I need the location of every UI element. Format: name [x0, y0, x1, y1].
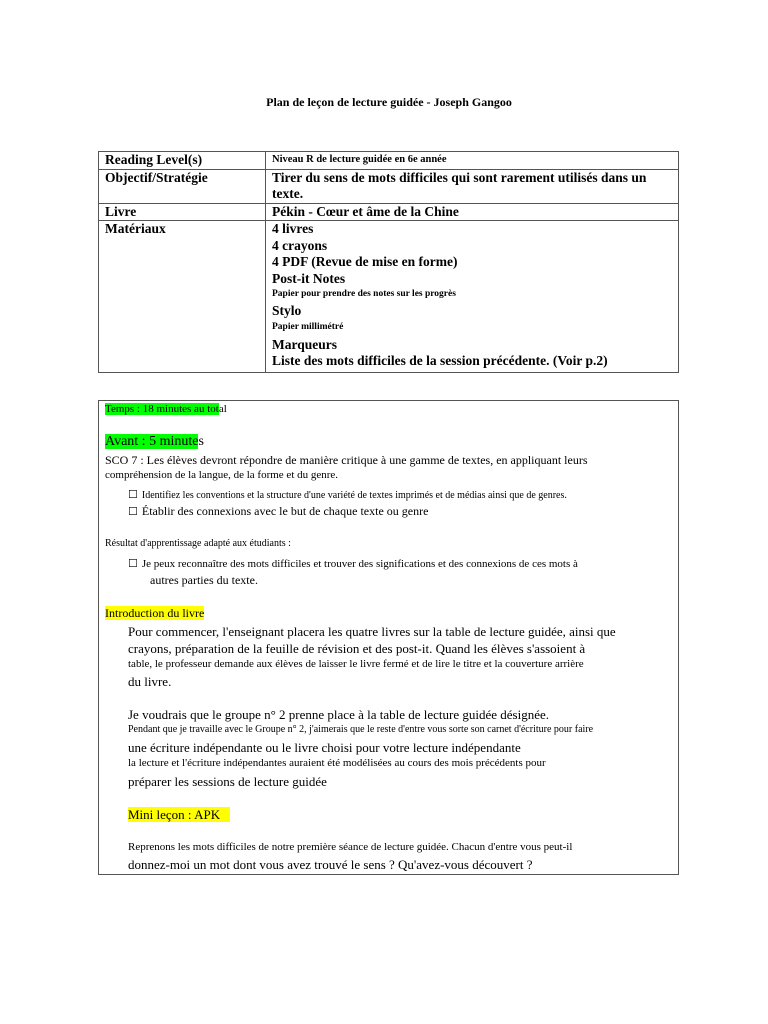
outcome-label: Résultat d'apprentissage adapté aux étudiants : — [105, 538, 291, 549]
objective-item: ☐ Identifiez les conventions et la structure d'une variété de textes imprimés et de médias ainsi que de genres. — [128, 489, 567, 501]
mini-lesson-heading: Mini leçon : APK — [128, 807, 230, 822]
checkbox-icon: ☐ — [128, 506, 138, 518]
mini-lesson-line: Reprenons les mots difficiles de notre première séance de lecture guidée. Chacun d'entre vous peut-il — [128, 841, 573, 853]
group-line: Pendant que je travaille avec le Groupe n° 2, j'aimerais que le reste d'entre vous sorte son carnet d'écriture pour faire — [128, 724, 594, 735]
material-item: Stylo — [272, 303, 302, 318]
group-line: préparer les sessions de lecture guidée — [128, 774, 327, 789]
table-row — [99, 221, 679, 373]
mini-lesson-line: donnez-moi un mot dont vous avez trouvé le sens ? Qu'avez-vous découvert ? — [128, 857, 533, 872]
row-value-materials — [266, 221, 679, 373]
table-row — [99, 169, 679, 203]
row-key-book: Livre — [99, 203, 266, 221]
material-item: Papier millimétré — [272, 321, 344, 332]
intro-heading: Introduction du livre — [105, 606, 205, 620]
outcome-item-cont: autres parties du texte. — [150, 573, 258, 587]
checkbox-icon: ☐ — [128, 489, 138, 501]
group-line: une écriture indépendante ou le livre choisi pour votre lecture indépendante — [128, 740, 521, 755]
row-key-reading-level: Reading Level(s) — [99, 152, 266, 170]
time-total: Temps : 18 minutes au total — [105, 403, 227, 415]
page-title: Plan de leçon de lecture guidée - Joseph Gangoo — [266, 95, 512, 109]
objective-item: ☐ Établir des connexions avec le but de chaque texte ou genre — [128, 504, 429, 518]
checkbox-icon: ☐ — [128, 558, 138, 570]
intro-line: Pour commencer, l'enseignant placera les quatre livres sur la table de lecture guidée, ainsi que — [128, 624, 616, 639]
material-item: 4 livres — [272, 221, 314, 236]
lesson-plan-table — [98, 151, 679, 373]
row-value-objective: Tirer du sens de mots difficiles qui sont rarement utilisés dans un texte. — [266, 169, 679, 203]
table-row — [99, 203, 679, 221]
table-row — [99, 152, 679, 170]
lesson-details-box — [98, 400, 679, 875]
outcome-item: ☐ Je peux reconnaître des mots difficiles et trouver des significations et des connexions de ces mots à — [128, 558, 578, 570]
group-line: la lecture et l'écriture indépendantes auraient été modélisées au cours des mois précédents pour — [128, 757, 546, 769]
intro-line: table, le professeur demande aux élèves de laisser le livre fermé et de lire le titre et la couverture arrière — [128, 658, 584, 670]
row-key-materials: Matériaux — [99, 221, 266, 373]
material-item: Marqueurs — [272, 336, 338, 352]
sco-line-2: compréhension de la langue, de la forme et du genre. — [105, 469, 339, 481]
row-value-book: Pékin - Cœur et âme de la Chine — [266, 203, 679, 221]
intro-line: du livre. — [128, 674, 172, 689]
material-item: Post-it Notes — [272, 270, 346, 286]
material-item: Liste des mots difficiles de la session précédente. (Voir p.2) — [272, 353, 608, 368]
group-line: Je voudrais que le groupe n° 2 prenne place à la table de lecture guidée désignée. — [128, 707, 550, 722]
material-item: Papier pour prendre des notes sur les progrès — [272, 289, 456, 299]
intro-line: crayons, préparation de la feuille de révision et des post-it. Quand les élèves s'assoient à — [128, 641, 586, 656]
sco-line-1: SCO 7 : Les élèves devront répondre de manière critique à une gamme de textes, en appliquant leurs — [105, 453, 588, 467]
avant-heading: Avant : 5 minutes — [105, 434, 204, 449]
row-key-objective: Objectif/Stratégie — [99, 169, 266, 203]
material-item: 4 PDF (Revue de mise en forme) — [272, 254, 458, 269]
row-value-reading-level: Niveau R de lecture guidée en 6e année — [266, 152, 679, 170]
material-item: 4 crayons — [272, 237, 328, 253]
